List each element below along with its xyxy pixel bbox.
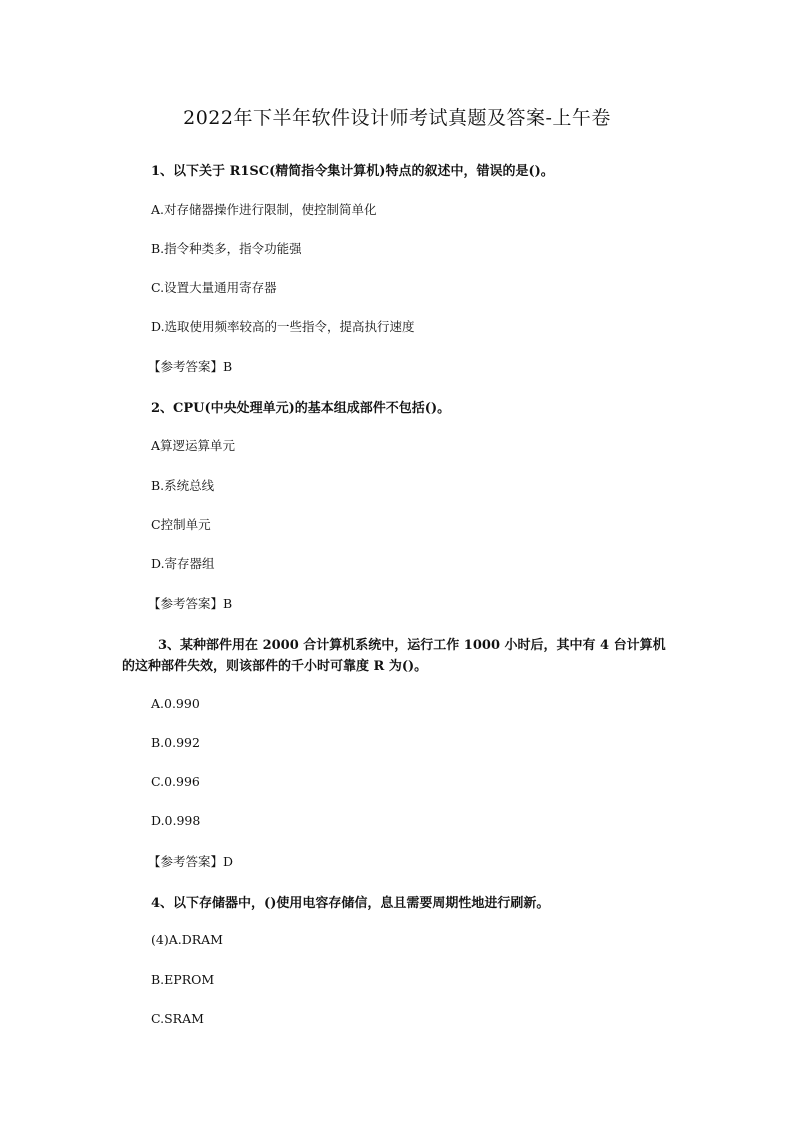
- question-1-option-b: B.指令种类多，指令功能强: [151, 241, 302, 256]
- question-4-option-a: (4)A.DRAM: [151, 932, 223, 947]
- question-1-option-a: A.对存储器操作进行限制，使控制简单化: [151, 202, 377, 217]
- question-1-answer: 【参考答案】B: [148, 359, 233, 374]
- question-3-option-a: A.0.990: [151, 696, 200, 711]
- question-1-option-c: C.设置大量通用寄存器: [151, 280, 277, 295]
- question-3-answer: 【参考答案】D: [148, 854, 234, 869]
- question-2-answer: 【参考答案】B: [148, 596, 233, 611]
- question-1-stem: 1、以下关于 R1SC(精简指令集计算机)特点的叙述中，错误的是()。: [151, 164, 554, 179]
- question-3-option-b: B.0.992: [151, 735, 200, 750]
- question-4-stem: 4、以下存储器中，()使用电容存储信，息且需要周期性地进行刷新。: [151, 896, 550, 911]
- question-3-option-c: C.0.996: [151, 774, 200, 789]
- question-2-option-b: B.系统总线: [151, 478, 215, 493]
- question-1-option-d: D.选取使用频率较高的一些指令，提高执行速度: [151, 319, 415, 334]
- question-2-option-c: C控制单元: [151, 517, 211, 532]
- question-4-option-c: C.SRAM: [151, 1011, 204, 1026]
- question-3-stem-line-1: 3、某种部件用在 2000 合计算机系统中，运行工作 1000 小时后，其中有 4 台计算机: [158, 638, 666, 653]
- question-2-option-a: A算逻运算单元: [151, 438, 236, 453]
- question-3-stem-line-2: 的这种部件失效，则该部件的千小时可靠度 R 为()。: [122, 659, 428, 674]
- page-title: 2022年下半年软件设计师考试真题及答案-上午卷: [183, 107, 611, 129]
- question-4-option-b: B.EPROM: [151, 972, 215, 987]
- question-2-option-d: D.寄存器组: [151, 556, 215, 571]
- question-2-stem: 2、CPU(中央处理单元)的基本组成部件不包括()。: [151, 401, 451, 416]
- question-3-option-d: D.0.998: [151, 813, 201, 828]
